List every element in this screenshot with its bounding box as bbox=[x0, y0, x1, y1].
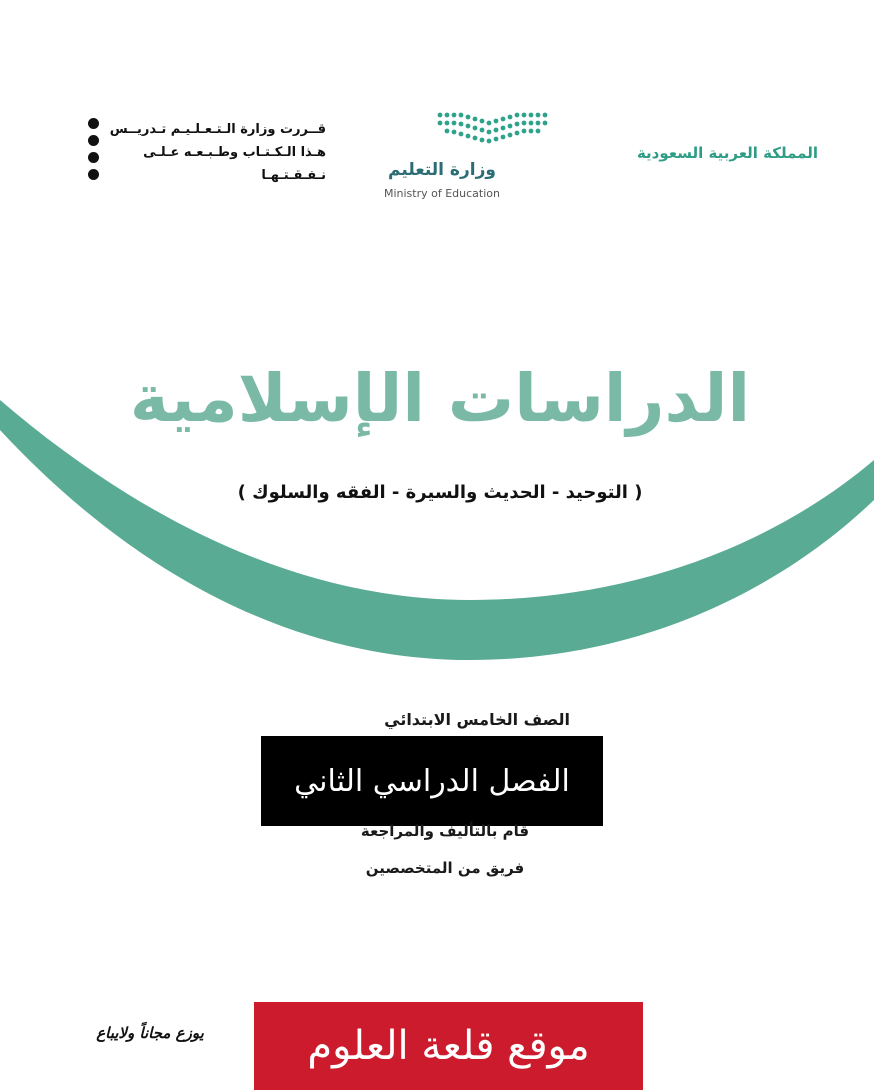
site-banner-text: موقع قلعة العلوم bbox=[307, 1023, 590, 1069]
free-distribution-note: يوزع مجاناً ولايباع bbox=[96, 1024, 204, 1042]
author-team: فريق من المتخصصين bbox=[365, 859, 525, 877]
book-subtitle: ( التوحيد - الحديث والسيرة - الفقه والسلوك ) bbox=[237, 482, 643, 503]
approval-line: هـذا الـكـتـاب وطـبـعـه عـلـى نـفـقـتـهـا bbox=[143, 145, 326, 183]
semester-label-box bbox=[261, 736, 603, 826]
kingdom-name: المملكة العربية السعودية bbox=[636, 144, 818, 162]
authored-by: قام بالتأليف والمراجعة bbox=[360, 822, 530, 840]
grade-level: الصف الخامس الابتدائي bbox=[384, 710, 570, 729]
site-banner bbox=[254, 1002, 643, 1090]
ministry-name-english: Ministry of Education bbox=[383, 187, 500, 200]
book-title: الدراسات الإسلامية bbox=[129, 360, 751, 437]
semester-label: الفصل الدراسي الثاني bbox=[294, 763, 570, 799]
approval-line: قــررت وزارة الـتـعـلـيـم تـدريــس bbox=[109, 122, 326, 137]
ministry-name-arabic: وزارة التعليم bbox=[388, 160, 496, 180]
approval-statement bbox=[86, 118, 336, 187]
